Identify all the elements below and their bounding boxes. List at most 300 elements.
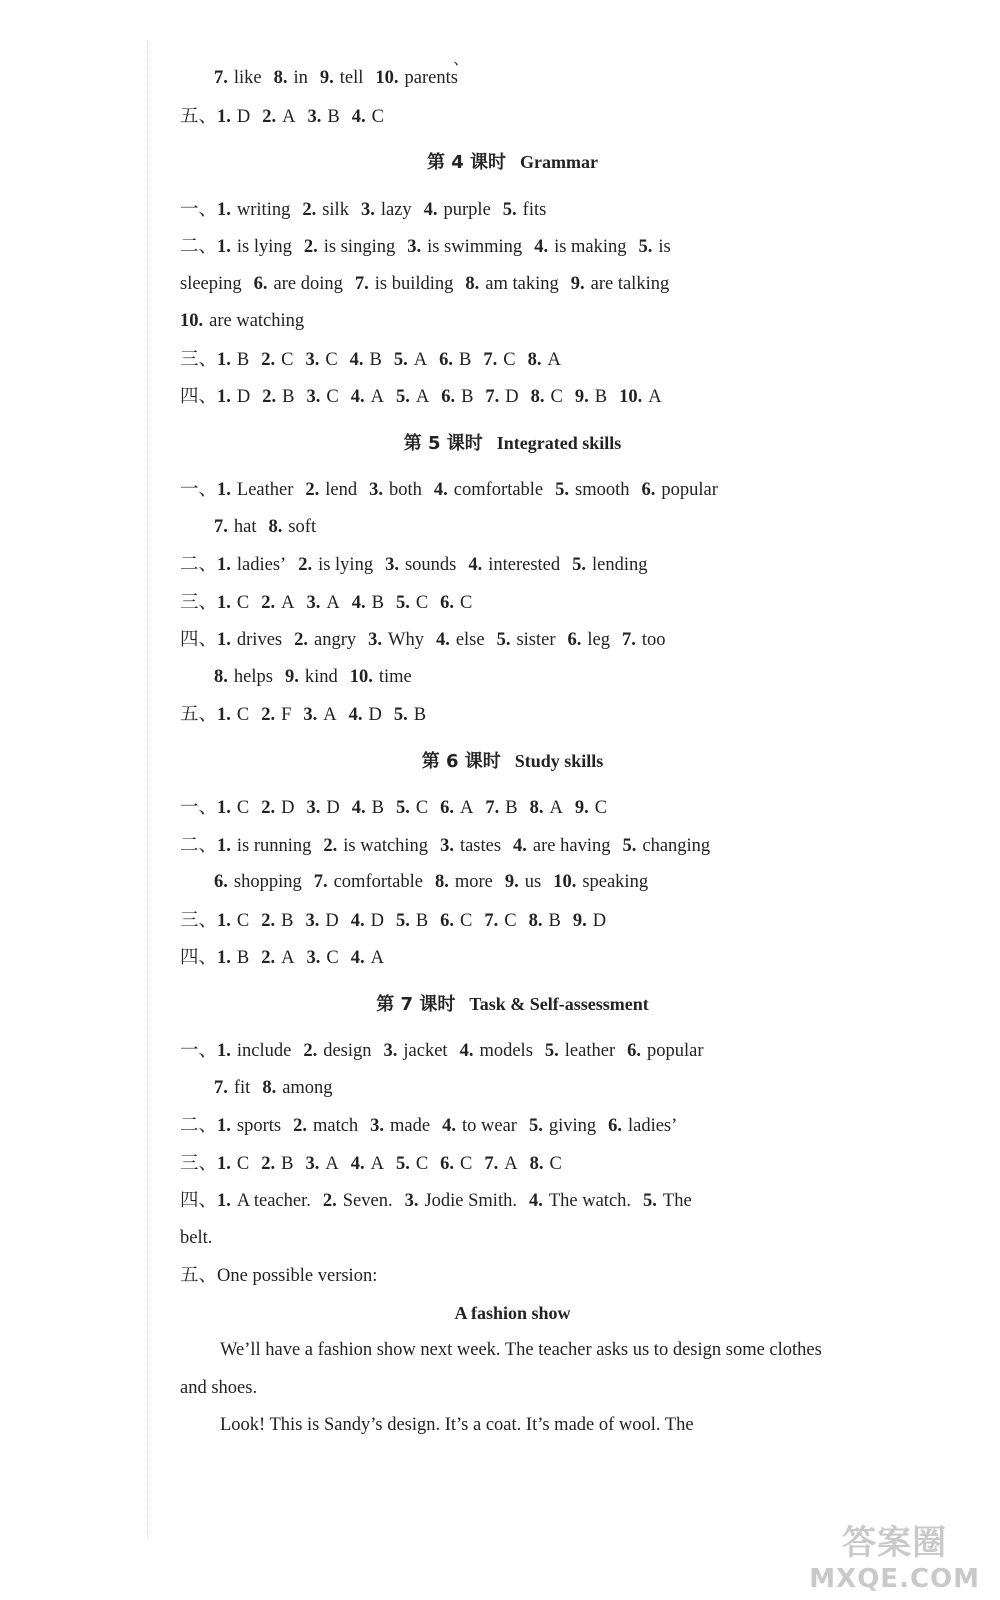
answer-item bbox=[285, 667, 338, 687]
item-number: 7. bbox=[214, 516, 228, 537]
item-answer: B bbox=[415, 910, 429, 931]
item-number: 1. bbox=[217, 480, 231, 500]
item-answer: A bbox=[370, 948, 384, 968]
answer-item bbox=[555, 480, 629, 500]
item-answer: made bbox=[390, 1116, 431, 1136]
item-answer: giving bbox=[548, 1116, 597, 1136]
item-answer: silk bbox=[322, 199, 349, 220]
part-number: 二、 bbox=[180, 554, 218, 575]
item-answer: kind bbox=[304, 666, 338, 687]
item-number: 5. bbox=[643, 1191, 657, 1211]
item-answer: C bbox=[326, 948, 339, 968]
answer-item bbox=[441, 387, 473, 407]
answer-item bbox=[262, 387, 294, 407]
answer-item bbox=[305, 1154, 338, 1174]
answer-item bbox=[217, 911, 249, 931]
item-answer: interested bbox=[488, 555, 561, 575]
item-number: 3. bbox=[385, 555, 399, 575]
answer-item bbox=[497, 630, 556, 650]
answer-item bbox=[217, 200, 290, 220]
item-number: 1. bbox=[217, 1116, 231, 1136]
item-number: 9. bbox=[572, 910, 587, 931]
answer-item bbox=[394, 705, 426, 725]
answer-item bbox=[375, 68, 458, 88]
item-answer: C bbox=[236, 705, 250, 725]
section-heading-en: Integrated skills bbox=[496, 432, 622, 453]
item-answer: purple bbox=[443, 199, 491, 220]
item-number: 7. bbox=[484, 1153, 499, 1174]
section-heading-en: Grammar bbox=[520, 152, 599, 172]
item-number: 2. bbox=[261, 910, 276, 931]
answer-item bbox=[639, 237, 671, 257]
item-answer: helps bbox=[233, 666, 273, 687]
item-number: 1. bbox=[217, 555, 231, 575]
item-answer: is watching bbox=[343, 835, 429, 856]
item-answer: A bbox=[325, 1153, 339, 1174]
item-answer: A bbox=[370, 1153, 384, 1174]
answer-item bbox=[306, 798, 339, 818]
section-heading bbox=[180, 986, 845, 1024]
item-answer: include bbox=[236, 1041, 292, 1061]
item-answer: B bbox=[282, 387, 295, 407]
item-answer: C bbox=[415, 798, 429, 818]
answer-line bbox=[180, 789, 845, 827]
answer-line bbox=[180, 827, 845, 865]
item-number: 6. bbox=[627, 1041, 641, 1061]
answer-item bbox=[468, 555, 560, 575]
answer-item bbox=[370, 1116, 430, 1136]
answer-item bbox=[254, 274, 343, 294]
item-answer: match bbox=[312, 1116, 359, 1136]
answer-page bbox=[180, 60, 845, 1445]
answer-item bbox=[214, 872, 302, 892]
answer-item bbox=[396, 798, 428, 818]
item-answer: B bbox=[281, 910, 294, 931]
answer-item bbox=[349, 705, 382, 725]
item-number: 2. bbox=[303, 1041, 318, 1061]
watermark-cn: 答案圈 bbox=[842, 1523, 948, 1563]
item-answer: is building bbox=[374, 273, 454, 294]
item-answer: Seven. bbox=[342, 1191, 393, 1211]
item-number: 1. bbox=[217, 237, 231, 257]
item-number: 3. bbox=[440, 835, 454, 856]
item-number: 2. bbox=[261, 349, 276, 370]
answer-item bbox=[530, 1154, 562, 1174]
answer-item bbox=[308, 107, 340, 127]
item-number: 2. bbox=[302, 199, 317, 220]
item-answer: C bbox=[460, 910, 473, 931]
answer-item bbox=[306, 387, 338, 407]
item-answer: lending bbox=[592, 555, 648, 575]
item-number: 1. bbox=[217, 705, 231, 725]
item-answer: D bbox=[326, 798, 340, 818]
item-answer: C bbox=[415, 592, 429, 613]
item-answer: C bbox=[460, 1153, 473, 1174]
answer-line bbox=[180, 266, 845, 304]
answer-item bbox=[434, 480, 543, 500]
answer-item bbox=[217, 387, 250, 407]
answer-item bbox=[485, 798, 517, 818]
item-answer: One possible version: bbox=[217, 1266, 378, 1286]
item-number: 10. bbox=[349, 666, 373, 687]
answer-item bbox=[355, 274, 454, 294]
item-answer: C bbox=[236, 1153, 250, 1174]
item-number: 7. bbox=[313, 872, 328, 892]
item-answer: tastes bbox=[459, 835, 502, 856]
item-answer: C bbox=[236, 910, 250, 931]
item-answer: else bbox=[455, 630, 485, 650]
answer-item bbox=[627, 1041, 703, 1061]
item-answer: are watching bbox=[209, 311, 305, 331]
item-answer: D bbox=[368, 705, 382, 725]
item-number: 6. bbox=[439, 349, 454, 370]
item-answer: belt. bbox=[180, 1227, 213, 1248]
item-number: 1. bbox=[217, 387, 231, 407]
item-answer: F bbox=[281, 705, 292, 725]
answer-item bbox=[440, 911, 472, 931]
watermark-logo bbox=[809, 1515, 980, 1594]
item-answer: design bbox=[323, 1041, 372, 1061]
item-number: 7. bbox=[483, 349, 498, 370]
item-answer: ladies’ bbox=[627, 1116, 678, 1136]
item-answer: C bbox=[325, 349, 338, 370]
answer-item bbox=[304, 237, 395, 257]
answer-item bbox=[261, 911, 293, 931]
answer-item bbox=[385, 555, 456, 575]
answer-item bbox=[396, 387, 429, 407]
item-answer: Jodie Smith. bbox=[424, 1191, 517, 1211]
answer-item bbox=[534, 237, 626, 257]
item-number: 4. bbox=[350, 387, 365, 407]
answer-line bbox=[180, 621, 845, 659]
answer-line bbox=[180, 303, 845, 341]
item-answer: are talking bbox=[590, 273, 670, 294]
answer-line bbox=[180, 191, 845, 229]
answer-item bbox=[351, 911, 384, 931]
answer-line bbox=[180, 584, 845, 622]
item-number: 4. bbox=[534, 237, 549, 257]
item-number: 9. bbox=[284, 666, 299, 687]
answer-item bbox=[217, 1154, 249, 1174]
item-number: 2. bbox=[261, 592, 276, 613]
answer-item bbox=[352, 107, 384, 127]
item-number: 5. bbox=[638, 237, 653, 257]
item-answer: drives bbox=[236, 630, 283, 650]
item-answer: shopping bbox=[233, 872, 302, 892]
item-number: 8. bbox=[214, 666, 228, 687]
item-answer: A bbox=[282, 106, 296, 127]
essay-paragraph: Look! This is Sandy’s design. It’s a coat. It’s made of wool. The bbox=[220, 1415, 694, 1435]
item-number: 5. bbox=[395, 592, 410, 613]
answer-item bbox=[217, 1041, 291, 1061]
answer-line bbox=[180, 864, 845, 902]
answer-lines bbox=[180, 60, 845, 1295]
item-number: 8. bbox=[528, 910, 543, 931]
item-answer: B bbox=[594, 387, 608, 407]
item-answer: A bbox=[549, 798, 563, 818]
item-number: 5. bbox=[395, 1153, 410, 1174]
item-number: 7. bbox=[214, 1077, 228, 1098]
item-answer: A teacher. bbox=[236, 1191, 311, 1211]
item-answer: sleeping bbox=[180, 273, 242, 294]
part-number: 三、 bbox=[180, 348, 218, 370]
item-number: 3. bbox=[360, 199, 375, 220]
answer-item bbox=[217, 705, 249, 725]
section-heading-cn: 第 6 课时 bbox=[421, 750, 501, 772]
answer-item bbox=[217, 480, 293, 500]
item-number: 7. bbox=[354, 273, 369, 294]
answer-line bbox=[180, 60, 845, 98]
item-number: 2. bbox=[261, 948, 276, 968]
part-number: 三、 bbox=[180, 591, 218, 613]
answer-item bbox=[302, 200, 349, 220]
answer-item bbox=[323, 836, 428, 856]
item-answer: popular bbox=[661, 480, 718, 500]
essay-paragraph: We’ll have a fashion show next week. The teacher asks us to design some clothes and shoes. bbox=[180, 1340, 822, 1398]
answer-item bbox=[261, 705, 291, 725]
item-answer: lazy bbox=[380, 199, 412, 220]
item-answer: writing bbox=[236, 199, 291, 220]
answer-item bbox=[217, 555, 286, 575]
answer-item bbox=[572, 555, 647, 575]
answer-item bbox=[575, 387, 607, 407]
item-answer: A bbox=[326, 592, 340, 613]
item-number: 6. bbox=[440, 1153, 455, 1174]
item-number: 5. bbox=[622, 835, 637, 856]
item-number: 2. bbox=[305, 480, 320, 500]
answer-item bbox=[351, 1154, 384, 1174]
item-answer: us bbox=[524, 872, 542, 892]
answer-item bbox=[214, 68, 262, 88]
section-heading-cn: 第 5 课时 bbox=[403, 432, 483, 454]
answer-item bbox=[396, 911, 428, 931]
item-answer: is singing bbox=[323, 237, 396, 257]
item-answer: angry bbox=[313, 630, 357, 650]
item-number: 4. bbox=[528, 1191, 543, 1211]
item-answer: sounds bbox=[404, 555, 457, 575]
item-number: 5. bbox=[502, 199, 517, 220]
answer-line bbox=[180, 902, 845, 940]
item-number: 6. bbox=[567, 630, 582, 650]
item-number: 3. bbox=[305, 910, 320, 931]
answer-item bbox=[217, 798, 249, 818]
item-answer: fit bbox=[233, 1077, 251, 1098]
item-number: 7. bbox=[485, 387, 500, 407]
item-answer: is lying bbox=[318, 555, 374, 575]
item-answer: comfortable bbox=[453, 480, 544, 500]
item-number: 4. bbox=[442, 1116, 456, 1136]
item-number: 3. bbox=[306, 798, 321, 818]
answer-item bbox=[217, 237, 292, 257]
answer-item bbox=[323, 1191, 393, 1211]
item-number: 10. bbox=[553, 872, 577, 892]
item-number: 4. bbox=[350, 1153, 365, 1174]
item-number: 3. bbox=[370, 1116, 385, 1136]
item-answer: B bbox=[413, 705, 427, 725]
item-answer: models bbox=[479, 1041, 533, 1061]
answer-item bbox=[440, 593, 472, 613]
item-number: 8. bbox=[465, 273, 480, 294]
answer-item bbox=[214, 517, 256, 537]
item-answer: C bbox=[371, 106, 384, 127]
item-number: 8. bbox=[529, 798, 544, 818]
item-answer: smooth bbox=[575, 480, 630, 500]
item-answer: A bbox=[460, 798, 474, 818]
item-number: 4. bbox=[349, 349, 364, 370]
answer-item bbox=[351, 948, 384, 968]
item-number: 1. bbox=[217, 630, 231, 650]
item-answer: soft bbox=[288, 516, 317, 537]
answer-line bbox=[180, 1107, 845, 1145]
stray-mark: 、 bbox=[453, 51, 470, 68]
answer-line bbox=[180, 1257, 845, 1295]
item-number: 7. bbox=[622, 630, 636, 650]
item-number: 3. bbox=[303, 705, 318, 725]
item-number: 3. bbox=[306, 592, 321, 613]
answer-item bbox=[529, 911, 561, 931]
part-number: 四、 bbox=[180, 386, 218, 407]
item-number: 1. bbox=[217, 349, 231, 370]
item-answer: B bbox=[459, 349, 472, 370]
section-heading-cn: 第 7 课时 bbox=[376, 993, 456, 1015]
item-number: 3. bbox=[369, 480, 383, 500]
item-number: 5. bbox=[395, 387, 410, 407]
item-answer: both bbox=[389, 480, 422, 500]
item-answer: too bbox=[641, 630, 666, 650]
part-number: 一、 bbox=[180, 198, 218, 220]
item-number: 2. bbox=[323, 835, 338, 856]
item-number: 4. bbox=[468, 555, 483, 575]
section-heading bbox=[180, 743, 845, 781]
item-number: 2. bbox=[261, 798, 276, 818]
item-number: 2. bbox=[262, 387, 277, 407]
item-answer: Leather bbox=[236, 480, 294, 500]
item-number: 1. bbox=[217, 106, 231, 127]
item-number: 2. bbox=[298, 555, 313, 575]
answer-item bbox=[484, 1154, 517, 1174]
item-number: 1. bbox=[217, 798, 231, 818]
answer-item bbox=[214, 667, 273, 687]
item-answer: D bbox=[370, 910, 384, 931]
item-number: 3. bbox=[306, 948, 321, 968]
item-answer: are doing bbox=[273, 273, 343, 294]
item-number: 1. bbox=[217, 835, 231, 856]
item-answer: A bbox=[648, 387, 662, 407]
item-number: 2. bbox=[261, 1153, 276, 1174]
item-number: 5. bbox=[395, 910, 410, 931]
item-number: 4. bbox=[351, 798, 366, 818]
part-number: 一、 bbox=[180, 797, 218, 818]
answer-item bbox=[298, 555, 373, 575]
answer-item bbox=[528, 350, 561, 370]
item-answer: popular bbox=[646, 1041, 704, 1061]
item-number: 4. bbox=[350, 910, 365, 931]
answer-item bbox=[261, 350, 293, 370]
item-answer: C bbox=[549, 1153, 562, 1174]
answer-item bbox=[460, 1041, 533, 1061]
answer-item bbox=[529, 1191, 631, 1211]
answer-item bbox=[485, 387, 518, 407]
item-number: 5. bbox=[555, 480, 570, 500]
item-number: 2. bbox=[293, 1116, 307, 1136]
answer-item bbox=[305, 350, 337, 370]
item-answer: is swimming bbox=[427, 237, 523, 257]
item-number: 2. bbox=[261, 705, 276, 725]
item-number: 6. bbox=[253, 273, 268, 294]
answer-item bbox=[622, 836, 710, 856]
item-number: 5. bbox=[496, 630, 511, 650]
item-number: 5. bbox=[395, 798, 410, 818]
answer-item bbox=[217, 1191, 311, 1211]
item-answer: D bbox=[592, 910, 607, 931]
item-number: 10. bbox=[375, 68, 399, 88]
answer-item bbox=[439, 350, 471, 370]
item-number: 1. bbox=[217, 592, 231, 613]
item-answer: are having bbox=[532, 835, 611, 856]
answer-line bbox=[180, 696, 845, 734]
item-answer: ladies’ bbox=[236, 555, 287, 575]
item-answer: C bbox=[504, 910, 517, 931]
answer-item bbox=[180, 311, 304, 331]
answer-item bbox=[531, 387, 563, 407]
answer-line bbox=[180, 1145, 845, 1183]
item-answer: changing bbox=[642, 835, 711, 856]
item-number: 3. bbox=[305, 349, 320, 370]
answer-item bbox=[180, 1228, 212, 1248]
item-answer: leather bbox=[564, 1041, 616, 1061]
item-number: 3. bbox=[383, 1041, 398, 1061]
answer-item bbox=[484, 911, 516, 931]
answer-item bbox=[553, 872, 648, 892]
answer-item bbox=[217, 630, 282, 650]
part-number: 三、 bbox=[180, 909, 218, 931]
answer-item bbox=[568, 630, 610, 650]
item-number: 9. bbox=[504, 872, 519, 892]
answer-item bbox=[217, 836, 311, 856]
part-number: 五、 bbox=[180, 105, 218, 127]
answer-line bbox=[180, 1220, 845, 1258]
part-number: 二、 bbox=[180, 1115, 218, 1136]
item-answer: parents bbox=[404, 68, 458, 88]
item-number: 10. bbox=[180, 311, 204, 331]
item-answer: D bbox=[236, 387, 251, 407]
item-number: 1. bbox=[217, 199, 231, 220]
item-answer: sports bbox=[236, 1116, 282, 1136]
item-number: 5. bbox=[393, 349, 408, 370]
answer-item bbox=[619, 387, 662, 407]
item-answer: A bbox=[323, 705, 337, 725]
answer-line bbox=[180, 1070, 845, 1108]
answer-item bbox=[293, 1116, 358, 1136]
answer-item bbox=[261, 798, 294, 818]
item-answer: D bbox=[505, 387, 519, 407]
answer-item bbox=[217, 593, 249, 613]
item-answer: B bbox=[548, 910, 561, 931]
item-answer: The watch. bbox=[548, 1191, 632, 1211]
section-heading bbox=[180, 425, 845, 463]
answer-item bbox=[268, 517, 316, 537]
answer-line bbox=[180, 546, 845, 584]
answer-item bbox=[575, 798, 607, 818]
answer-item bbox=[350, 667, 412, 687]
item-answer: C bbox=[236, 592, 250, 613]
item-answer: fits bbox=[522, 199, 547, 220]
part-number: 四、 bbox=[180, 629, 218, 650]
answer-item bbox=[396, 1154, 428, 1174]
item-answer: is making bbox=[554, 237, 627, 257]
answer-item bbox=[217, 1116, 281, 1136]
item-number: 9. bbox=[574, 798, 589, 818]
